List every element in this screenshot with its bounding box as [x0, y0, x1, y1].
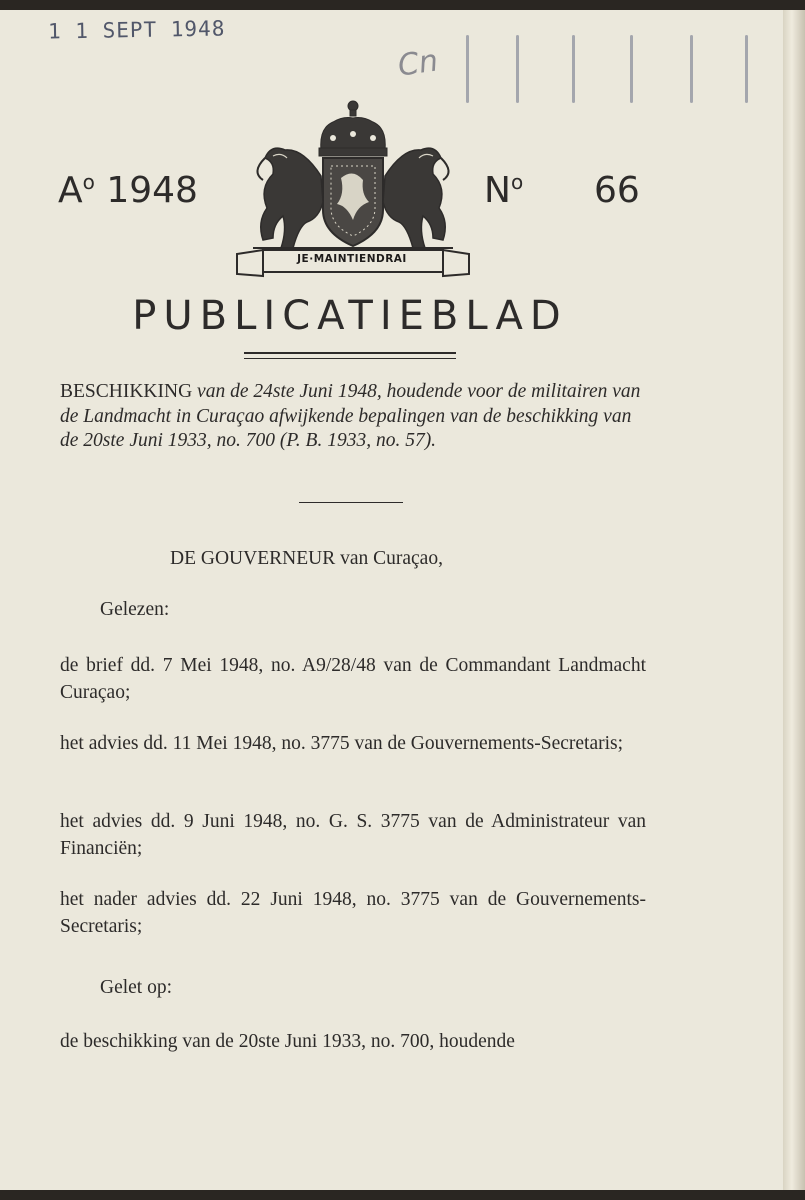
bleed-through-texture — [590, 142, 730, 171]
decree-title-lead: BESCHIKKING — [60, 381, 193, 402]
number-label: $N^o$ — [484, 170, 524, 211]
document-page — [0, 10, 783, 1190]
year-value: 1948 — [106, 170, 198, 211]
recital-item: het nader advies dd. 22 Juni 1948, no. 3775 van de Gouvernements-Secretaris; — [60, 889, 646, 937]
read-label: Gelezen: — [100, 599, 170, 620]
issue-header — [0, 170, 783, 230]
coat-of-arms-motto: JE·MAINTIENDRAI — [297, 253, 407, 265]
masthead-rule — [244, 352, 456, 359]
recital-item: de brief dd. 7 Mei 1948, no. A9/28/48 van de Commandant Landmacht Curaçao; — [60, 655, 646, 703]
decree-title-text: van de 24ste Juni 1948, houdende voor de militairen van de Landmacht in Curaçao afwijkende bepalingen van de beschikking van de 20ste Juni 1933, no. 700 (P. B. 1933, no. 57). — [60, 381, 641, 451]
recital-item: het advies dd. 11 Mei 1948, no. 3775 van de Gouvernements-Secretaris; — [60, 733, 624, 754]
considering-label: Gelet op: — [100, 977, 173, 998]
body-last-line: de beschikking van de 20ste Juni 1933, no. 700, houdende — [60, 1031, 515, 1052]
issue-number: 66 — [594, 170, 640, 211]
recital-item: het advies dd. 9 Juni 1948, no. G. S. 3775 van de Administrateur van Financiën; — [60, 811, 646, 859]
pencil-annotation: Cn — [395, 43, 441, 84]
governor-line: DE GOUVERNEUR van Curaçao, — [170, 548, 443, 569]
year-label: $A^o$ 1948 — [58, 170, 198, 211]
page-edge — [783, 10, 805, 1190]
section-divider — [299, 502, 403, 503]
decree-title — [60, 380, 650, 454]
received-date-stamp: 1 1 SEPT 1948 — [47, 16, 226, 44]
masthead-title: PUBLICATIEBLAD — [132, 293, 568, 339]
